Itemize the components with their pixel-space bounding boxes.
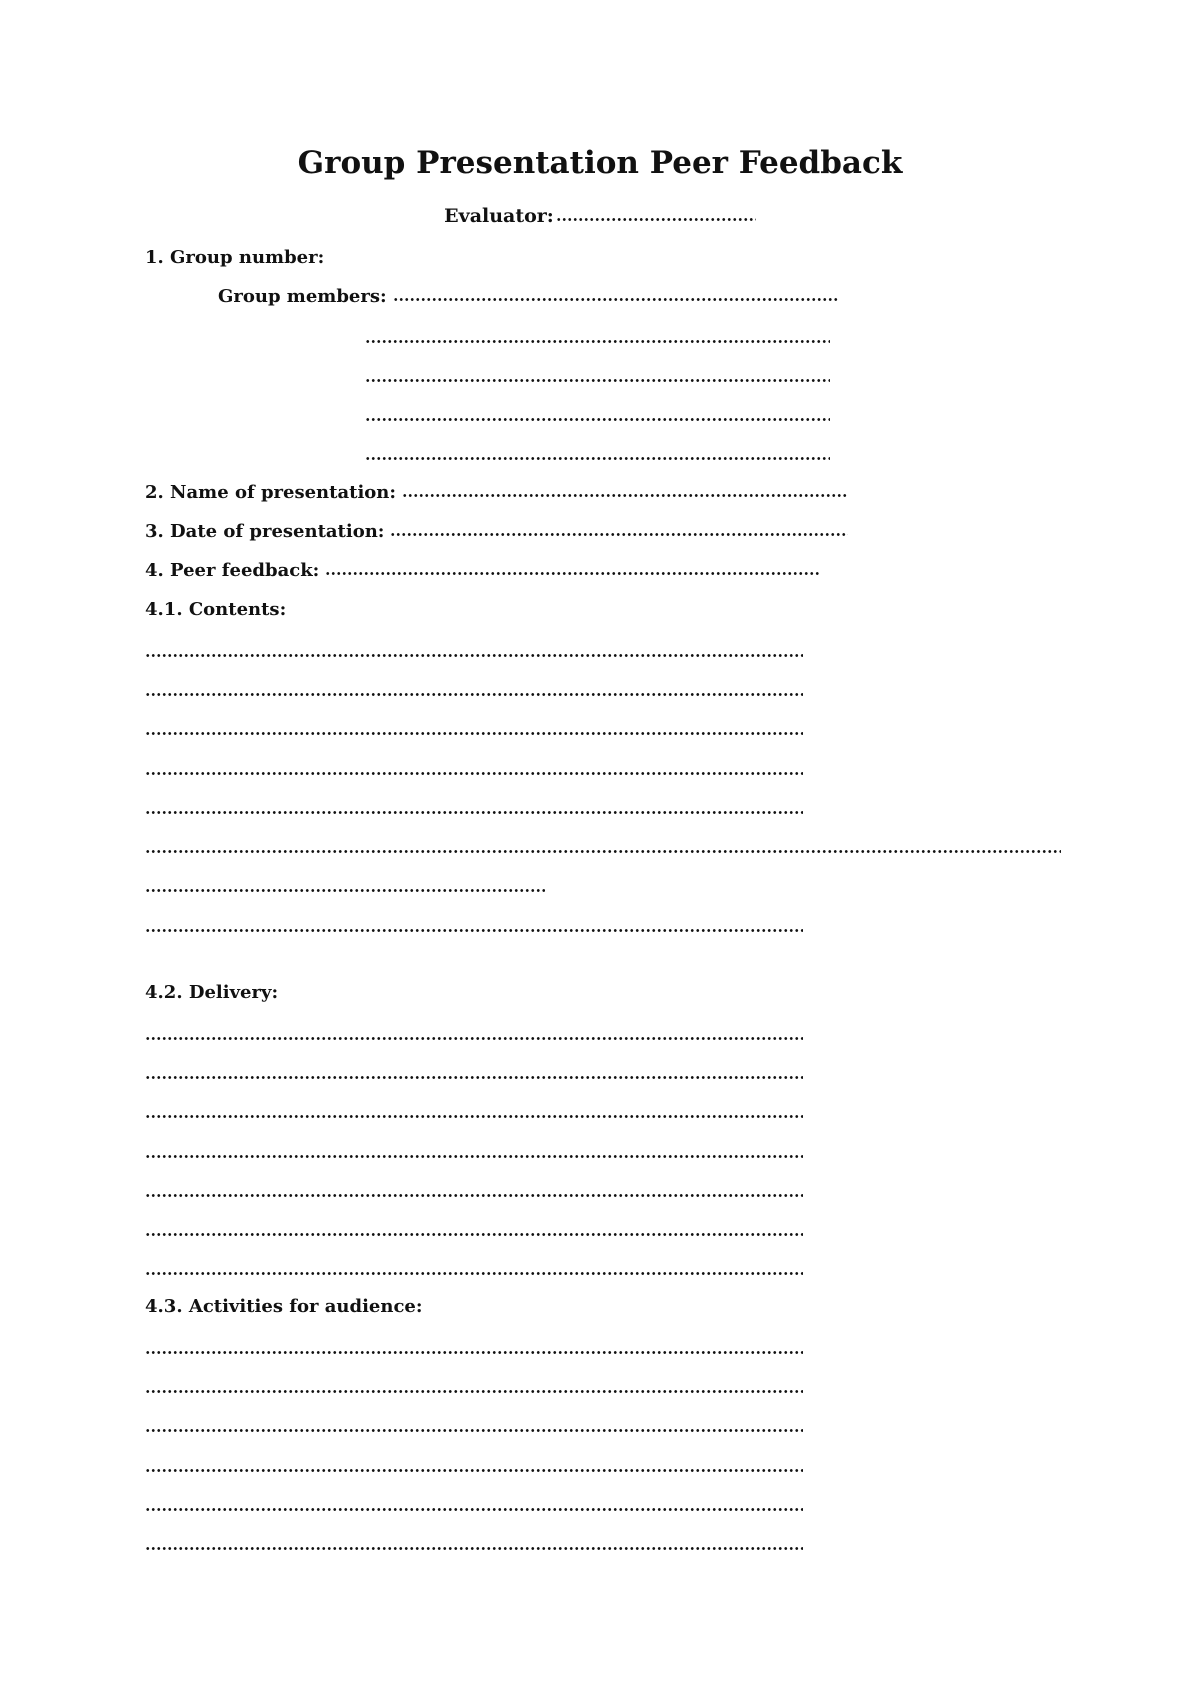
contents-line[interactable] (145, 885, 545, 893)
presentation-date-label: 3. Date of presentation: (145, 521, 385, 542)
delivery-line[interactable] (145, 1190, 803, 1198)
delivery-line[interactable] (145, 1111, 803, 1119)
member-line[interactable] (365, 453, 830, 461)
presentation-date-row (145, 519, 848, 545)
delivery-line[interactable] (145, 1151, 803, 1159)
activities-line[interactable] (145, 1425, 803, 1433)
activities-line[interactable] (145, 1504, 803, 1512)
evaluator-field (0, 203, 1200, 229)
contents-line[interactable] (145, 846, 1061, 854)
group-number-row (145, 245, 330, 271)
delivery-line[interactable] (145, 1229, 803, 1237)
peer-feedback-blank[interactable] (325, 564, 820, 576)
peer-feedback-label: 4. Peer feedback: (145, 560, 320, 581)
activities-label: 4.3. Activities for audience: (145, 1296, 423, 1317)
activities-line[interactable] (145, 1543, 803, 1551)
activities-line[interactable] (145, 1386, 803, 1394)
contents-heading (145, 597, 292, 623)
delivery-label: 4.2. Delivery: (145, 982, 279, 1003)
contents-line[interactable] (145, 728, 803, 736)
peer-feedback-row (145, 558, 820, 584)
delivery-line[interactable] (145, 1033, 803, 1041)
page-title: Group Presentation Peer Feedback (297, 145, 903, 181)
member-line[interactable] (365, 414, 830, 422)
presentation-name-blank[interactable] (402, 486, 847, 498)
presentation-name-label: 2. Name of presentation: (145, 482, 397, 503)
delivery-line[interactable] (145, 1072, 803, 1080)
evaluator-blank[interactable] (556, 210, 756, 222)
activities-line[interactable] (145, 1347, 803, 1355)
activities-line[interactable] (145, 1465, 803, 1473)
contents-label: 4.1. Contents: (145, 599, 287, 620)
presentation-date-blank[interactable] (390, 525, 848, 537)
evaluator-label: Evaluator: (444, 205, 554, 227)
contents-line[interactable] (145, 807, 803, 815)
group-members-row (218, 284, 838, 310)
contents-line[interactable] (145, 925, 803, 933)
contents-line[interactable] (145, 768, 803, 776)
group-members-blank[interactable] (393, 290, 838, 302)
presentation-name-row (145, 480, 847, 506)
contents-line[interactable] (145, 650, 803, 658)
group-number-label: 1. Group number: (145, 247, 325, 268)
member-line[interactable] (365, 375, 830, 383)
contents-line[interactable] (145, 689, 803, 697)
activities-heading (145, 1294, 429, 1320)
group-members-label: Group members: (218, 286, 387, 307)
delivery-line[interactable] (145, 1268, 803, 1276)
delivery-heading (145, 980, 284, 1006)
member-line[interactable] (365, 336, 830, 344)
